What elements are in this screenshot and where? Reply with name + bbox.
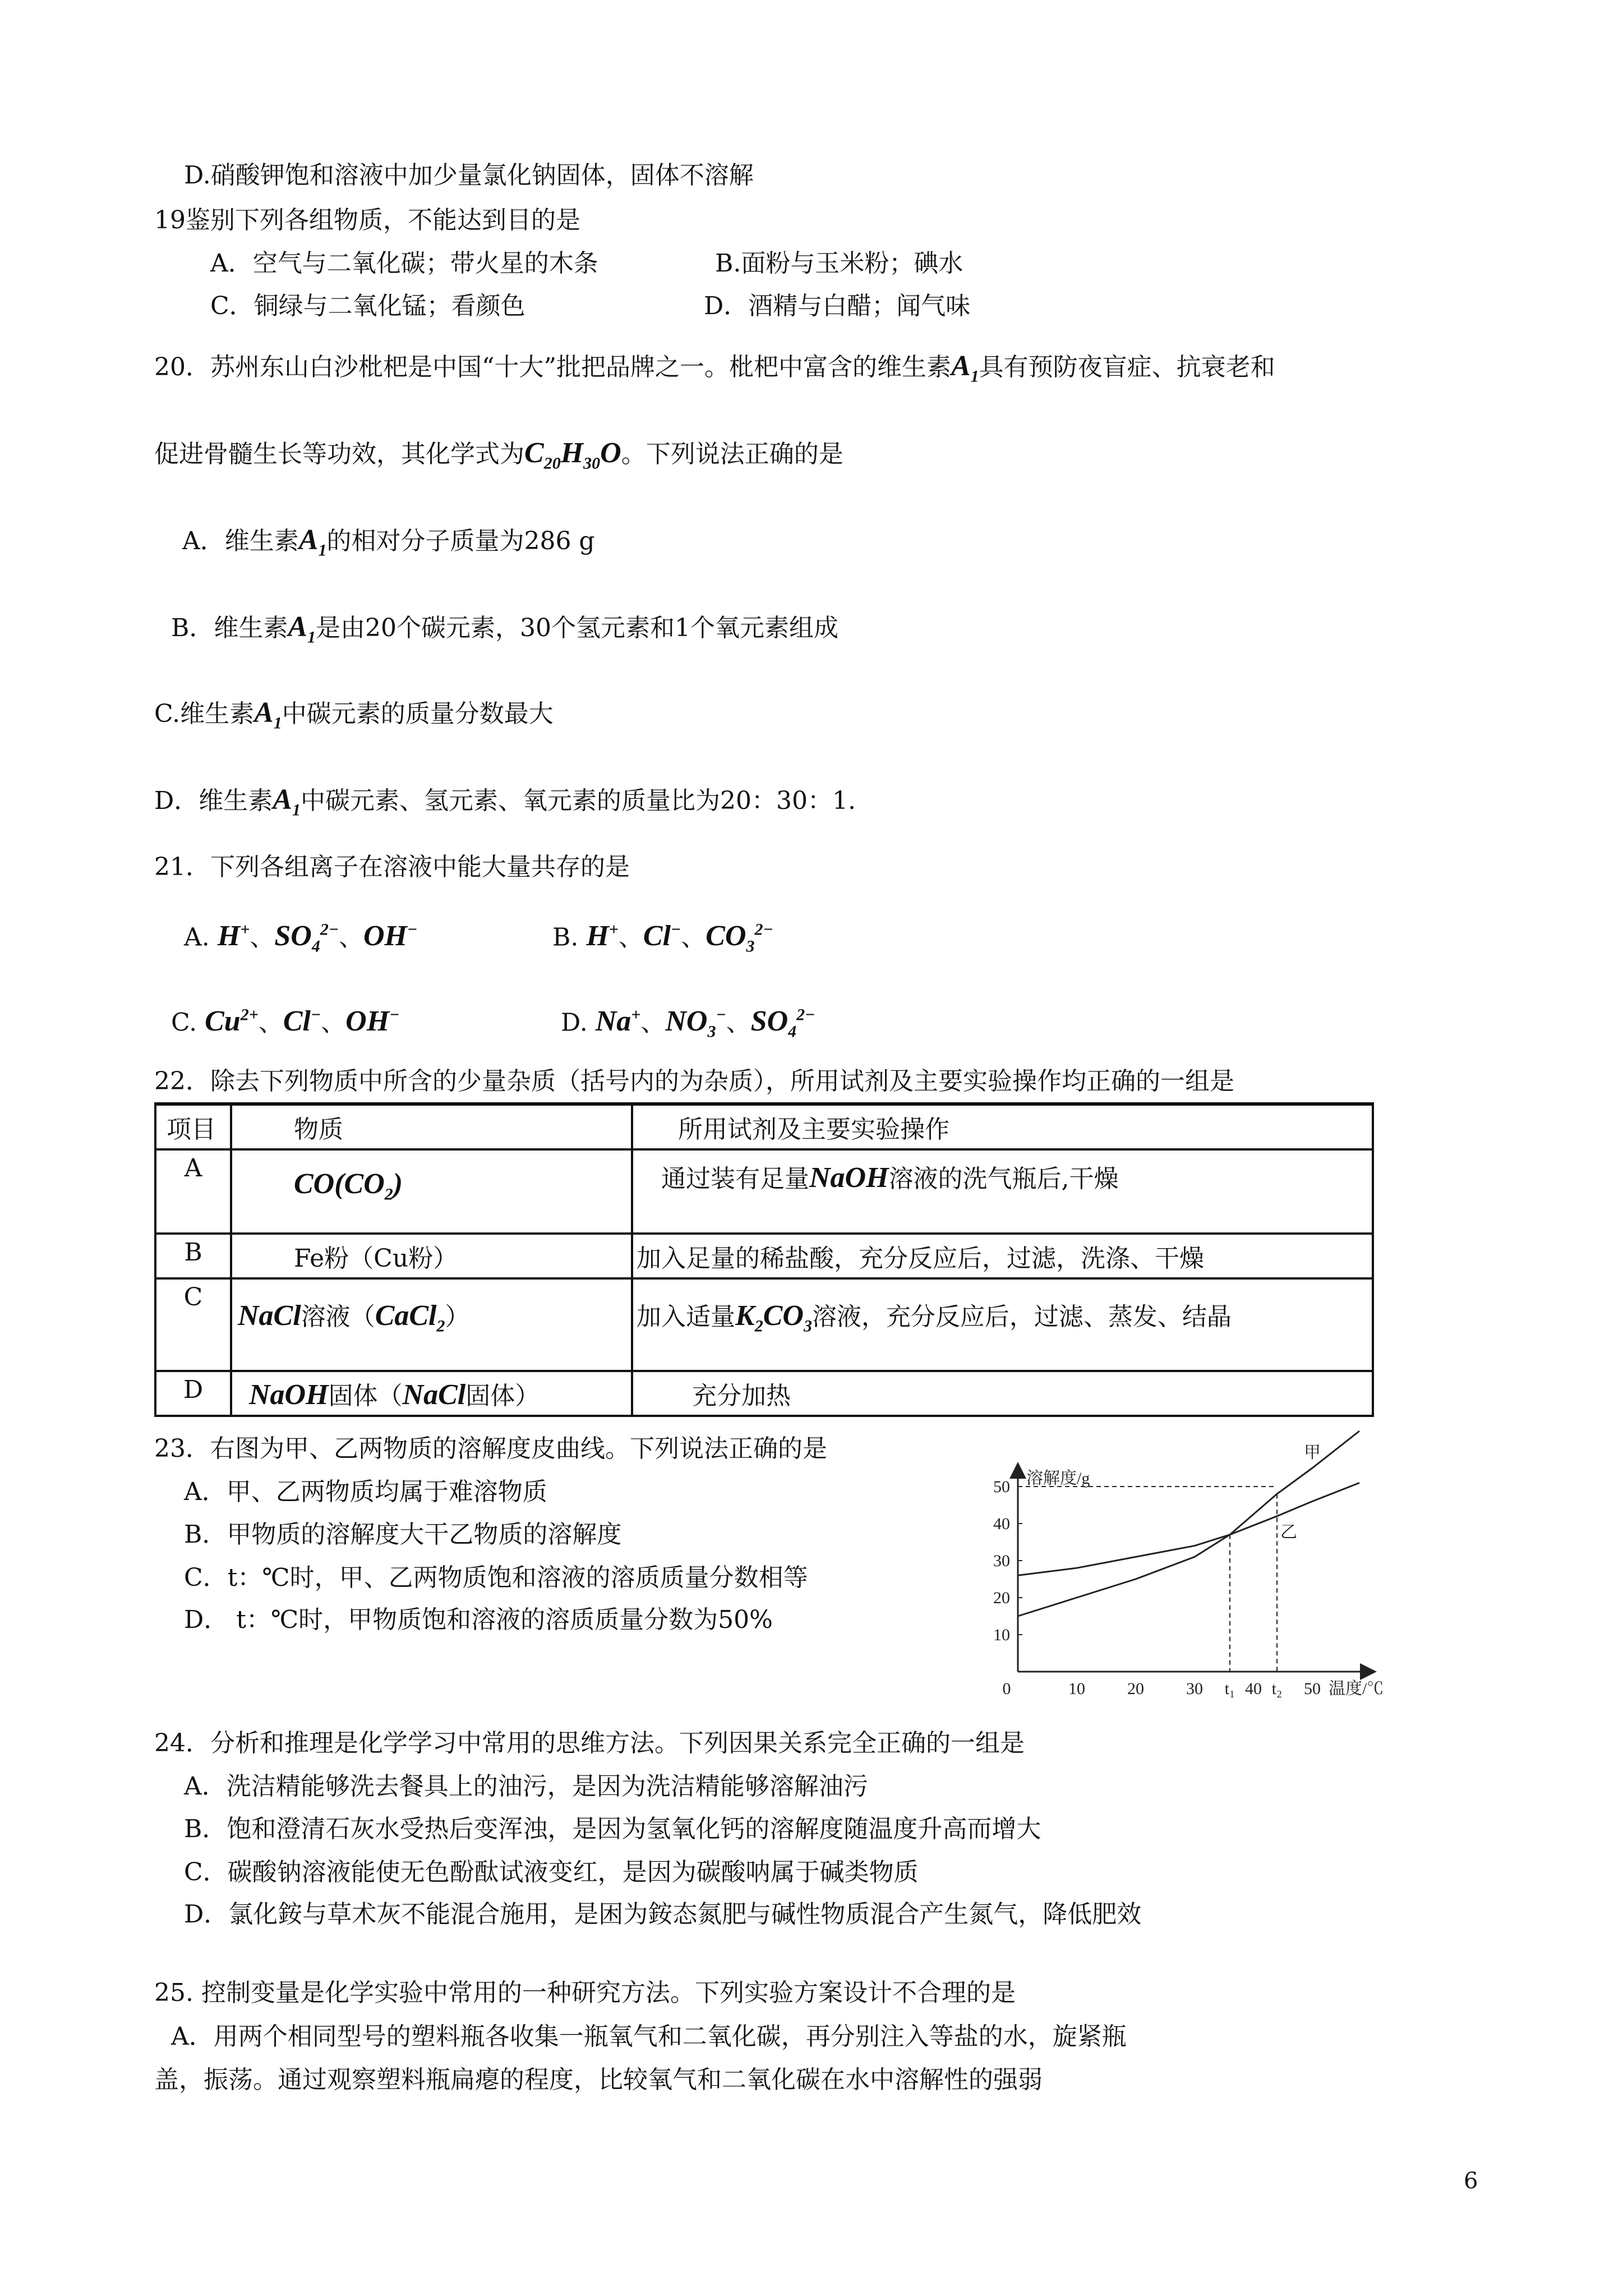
- ion-oh: OH−: [363, 920, 418, 953]
- formula-a1: $A_1$: [254, 697, 282, 733]
- row-item: C: [155, 1278, 231, 1371]
- ion-so4: $SO_4^{2-}$: [750, 1005, 815, 1041]
- option-label: B.: [552, 923, 579, 952]
- formula-a1: $A_1$: [298, 524, 327, 560]
- q25-stem: 25. 控制变量是化学实验中常用的一种研究方法。下列实验方案设计不合理的是: [154, 1978, 1016, 2007]
- q24-option-a: A．洗洁精能够洗去餐具上的油污，是因为洗洁精能够溶解油污: [184, 1772, 868, 1801]
- q20-option-d-pre: D．维生素: [154, 786, 273, 815]
- separator: 、: [640, 1008, 666, 1037]
- y-axis-label: 溶解度/g: [1026, 1469, 1090, 1488]
- x-tick-label: 0: [1002, 1680, 1011, 1698]
- q20-option-c: [154, 697, 554, 739]
- row-item: A: [155, 1149, 231, 1234]
- q22-table: [154, 1102, 1374, 1417]
- q23-stem: 23．右图为甲、乙两物质的溶解度皮曲线。下列说法正确的是: [154, 1434, 827, 1463]
- q21-option-b: [552, 914, 773, 963]
- q20-option-c-post: 中碳元素的质量分数最大: [282, 700, 554, 728]
- y-tick-label: 10: [993, 1626, 1010, 1644]
- q25-option-a-line1: A．用两个相同型号的塑料瓶各收集一瓶氧气和二氧化碳，再分别注入等盐的水，旋紧瓶: [171, 2022, 1127, 2051]
- x-tick-label: t₁: [1224, 1680, 1235, 1698]
- q21-option-c: [171, 1000, 399, 1038]
- sub-text: ）: [445, 1303, 470, 1331]
- ion-no3: $NO_3^-$: [665, 1005, 726, 1041]
- table-row: [155, 1234, 1373, 1278]
- y-tick-label: 30: [993, 1552, 1010, 1570]
- q20-option-a: [182, 524, 595, 566]
- q20-stem-text-c: 促进骨髓生长等功效，其化学式为: [154, 440, 524, 468]
- separator: 、: [258, 1008, 283, 1037]
- header-item: 项目: [155, 1104, 231, 1149]
- formula-k2co3: $K_2CO_3$: [735, 1300, 812, 1336]
- q20-option-a-pre: A．维生素: [182, 527, 299, 555]
- row-item: B: [155, 1234, 231, 1278]
- q23-option-a: A．甲、乙两物质均属于难溶物质: [184, 1478, 547, 1506]
- row-substance: [231, 1371, 632, 1416]
- x-tick-label: 10: [1068, 1680, 1085, 1698]
- q20-stem-line2: [154, 438, 843, 479]
- q19-option-c: C．铜绿与二氧化锰；看颜色: [210, 292, 525, 320]
- sub-text: 溶液（: [301, 1303, 375, 1331]
- q20-stem-text-d: 。下列说法正确的是: [621, 440, 843, 468]
- q22-stem: 22．除去下列物质中所含的少量杂质（括号内的为杂质），所用试剂及主要实验操作均正确的一组是: [154, 1067, 1234, 1096]
- q19-option-d: D．酒精与白醋；闻气味: [704, 292, 971, 320]
- ion-cl: Cl−: [283, 1005, 321, 1038]
- x-tick-label: 40: [1245, 1680, 1262, 1698]
- q24-option-d: D．氯化銨与草术灰不能混合施用，是困为銨态氮肥与碱性物质混合产生氮气，降低肥效: [184, 1900, 1142, 1929]
- q20-option-b-post: 是由20个碳元素，30个氢元素和1个氧元素组成: [316, 614, 839, 642]
- row-operation: 充分加热: [632, 1371, 1373, 1416]
- q20-option-d: [154, 784, 856, 826]
- formula-co-co2: $CO(CO_2)$: [294, 1168, 403, 1204]
- series-label-yi: 乙: [1280, 1522, 1297, 1542]
- formula-naoh: NaOH: [809, 1162, 889, 1194]
- q19-option-a: A．空气与二氧化碳；带火星的木条: [210, 249, 598, 278]
- separator: 、: [681, 923, 706, 952]
- q19-stem: 19鉴别下列各组物质，不能达到目的是: [154, 206, 580, 234]
- row-substance: Fe粉（Cu粉）: [231, 1234, 632, 1278]
- q20-option-b-pre: B．维生素: [171, 614, 288, 642]
- chart-guides: [1018, 1487, 1277, 1672]
- q20-option-d-post: 中碳元素、氢元素、氧元素的质量比为20：30：1.: [300, 786, 856, 815]
- row-operation: [632, 1149, 1373, 1234]
- header-substance: 物质: [231, 1104, 632, 1149]
- y-tick-label: 40: [993, 1515, 1010, 1533]
- option-label: C.: [171, 1008, 197, 1037]
- sub-text: 固体）: [465, 1382, 540, 1410]
- op-text: 加入适量: [637, 1303, 735, 1331]
- formula-cacl2: CaCl$_2$: [375, 1300, 445, 1336]
- x-tick-label: t₂: [1271, 1680, 1283, 1698]
- q20-stem-line1: [154, 351, 1275, 392]
- separator: 、: [250, 923, 275, 952]
- table-row: [155, 1149, 1373, 1234]
- x-tick-label: 20: [1127, 1680, 1144, 1698]
- table-header-row: [155, 1104, 1373, 1149]
- q23-option-d: D． t：℃时，甲物质饱和溶液的溶质质量分数为50%: [184, 1605, 773, 1634]
- q24-stem: 24．分析和推理是化学学习中常用的思维方法。下列因果关系完全正确的一组是: [154, 1729, 1025, 1757]
- x-tick-label: 30: [1186, 1680, 1203, 1698]
- y-tick-label: 50: [993, 1478, 1010, 1496]
- formula-naoh: NaOH: [249, 1379, 329, 1411]
- x-tick-label: 50: [1304, 1680, 1321, 1698]
- table-row: [155, 1278, 1373, 1371]
- ion-na: Na+: [595, 1005, 641, 1038]
- page-number: 6: [1464, 2168, 1478, 2194]
- q20-option-a-post: 的相对分子质量为286 g: [326, 527, 595, 555]
- solubility-chart: [965, 1443, 1384, 1717]
- x-axis-label: 温度/℃: [1329, 1680, 1384, 1698]
- formula-a1: $A_1$: [273, 784, 301, 820]
- ion-oh: OH−: [345, 1005, 400, 1038]
- op-text: 溶液的洗气瓶后,干燥: [888, 1165, 1119, 1193]
- row-operation: [632, 1278, 1373, 1371]
- formula-a1: $A_1$: [951, 350, 979, 386]
- q20-stem-text-b: 具有预防夜盲症、抗衰老和: [979, 353, 1275, 381]
- q24-option-b: B．饱和澄清石灰水受热后变浑浊，是因为氢氧化钙的溶解度随温度升高而增大: [184, 1815, 1041, 1843]
- q21-option-d: [561, 1000, 815, 1048]
- ion-cl: Cl−: [643, 920, 681, 953]
- table-row: [155, 1371, 1373, 1416]
- formula-a1: $A_1$: [288, 611, 316, 647]
- row-substance: [231, 1278, 632, 1371]
- ion-co3: $CO_3^{2-}$: [706, 920, 773, 956]
- op-text: 溶液，充分反应后，过滤、蒸发、结晶: [811, 1303, 1232, 1331]
- option-label: D.: [561, 1008, 588, 1037]
- header-operation: 所用试剂及主要实验操作: [632, 1104, 1373, 1149]
- row-substance: [231, 1149, 632, 1234]
- option-label: A.: [184, 923, 210, 952]
- q21-option-a: [184, 914, 417, 963]
- q20-option-c-pre: C.维生素: [154, 700, 255, 728]
- q24-option-c: C．碳酸钠溶液能使无色酚酞试液变红，是因为碳酸呐属于碱类物质: [184, 1858, 919, 1887]
- row-item: D: [155, 1371, 231, 1416]
- formula-nacl: NaCl: [402, 1379, 466, 1411]
- ion-h: H+: [217, 920, 250, 953]
- q20-option-b: [171, 611, 838, 653]
- q23-option-b: B．甲物质的溶解度大干乙物质的溶解度: [184, 1520, 622, 1549]
- q18-option-d: D.硝酸钾饱和溶液中加少量氯化钠固体，固体不溶解: [184, 161, 754, 190]
- y-tick-label: 20: [993, 1589, 1010, 1607]
- row-operation: 加入足量的稀盐酸，充分反应后，过滤，洗涤、干燥: [632, 1234, 1373, 1278]
- separator: 、: [321, 1008, 346, 1037]
- q25-option-a-line2: 盖，振荡。通过观察塑料瓶扁瘪的程度，比较氧气和二氧化碳在水中溶解性的强弱: [154, 2065, 1043, 2094]
- sub-text: 固体（: [328, 1382, 403, 1410]
- separator: 、: [618, 923, 643, 952]
- series-label-jia: 甲: [1304, 1443, 1321, 1462]
- separator: 、: [726, 1008, 751, 1037]
- series-line-yi: [1018, 1483, 1359, 1575]
- ion-so4: $SO_4^{2-}$: [274, 920, 339, 956]
- q21-stem: 21．下列各组离子在溶液中能大量共存的是: [154, 853, 630, 881]
- ion-h: H+: [586, 920, 619, 953]
- formula-c20h30o: $C_{20}H_{30}O$: [524, 437, 621, 473]
- q19-option-b: B.面粉与玉米粉；碘水: [715, 249, 963, 278]
- separator: 、: [339, 923, 363, 952]
- q20-stem-text-a: 20．苏州东山白沙枇杷是中国“十大”批把品牌之一。枇杷中富含的维生素: [154, 353, 951, 381]
- op-text: 通过装有足量: [661, 1165, 809, 1193]
- q23-option-c: C．t：℃时，甲、乙两物质饱和溶液的溶质质量分数相等: [184, 1563, 808, 1592]
- formula-nacl: NaCl: [238, 1300, 301, 1332]
- ion-cu: $Cu^{2+}$: [205, 1005, 259, 1038]
